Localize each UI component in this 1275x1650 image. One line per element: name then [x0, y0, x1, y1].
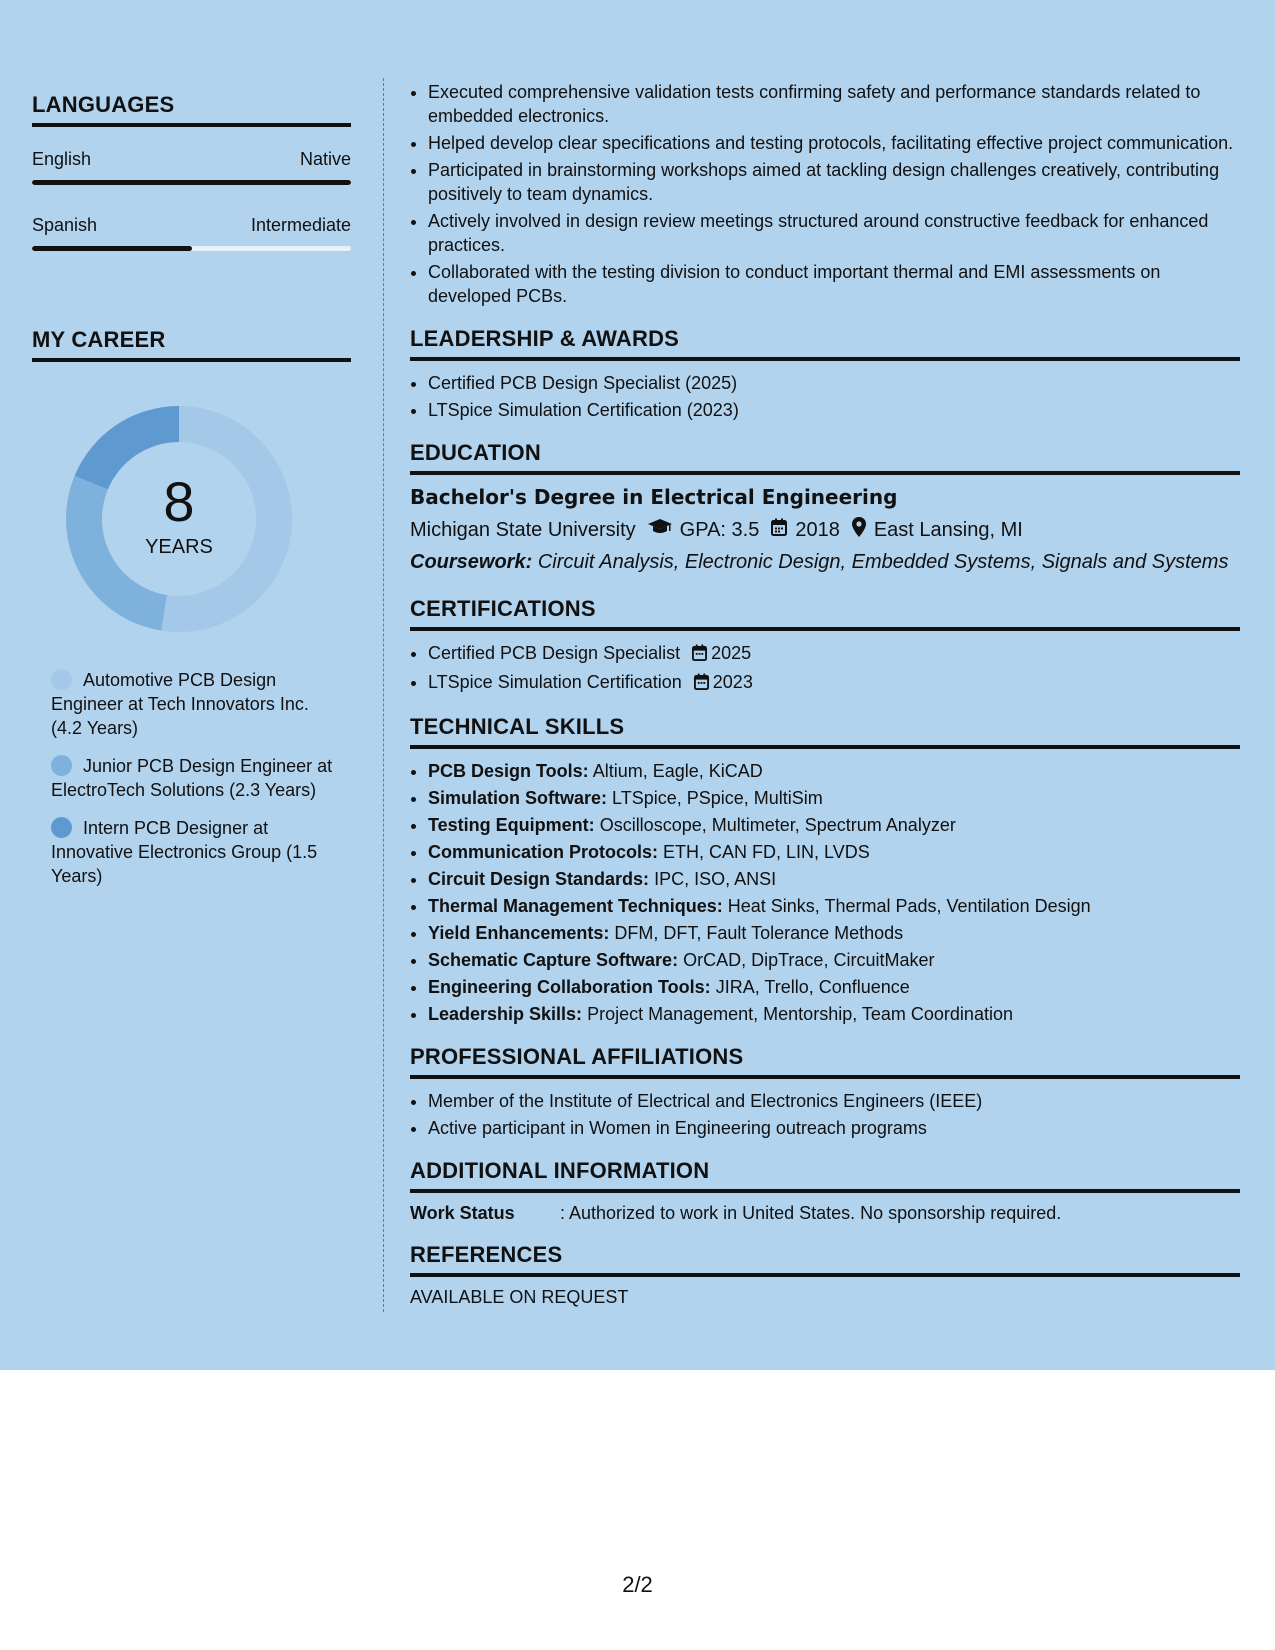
section-rule: [32, 358, 351, 362]
references-heading: REFERENCES: [410, 1242, 563, 1267]
skill-value: ETH, CAN FD, LIN, LVDS: [663, 842, 870, 862]
location-pin-icon: [852, 517, 866, 543]
certifications-section: [410, 596, 1240, 696]
languages-heading: LANGUAGES: [32, 92, 175, 117]
section-rule: [32, 123, 351, 127]
list-item: • Participated in brainstorming workshops aimed at tackling design challenges creatively, contributing positively to team dynamics.: [428, 158, 1240, 206]
skill-label: Communication Protocols:: [428, 842, 659, 862]
skill-label: PCB Design Tools:: [428, 761, 589, 781]
coursework-label: Coursework:: [410, 551, 533, 573]
skill-item: [428, 894, 1240, 918]
cert-name: LTSpice Simulation Certification: [428, 672, 682, 692]
section-rule: [410, 745, 1240, 749]
references-section: [410, 1242, 1240, 1308]
work-status-label: Work Status: [410, 1203, 515, 1223]
language-bar-fill: [32, 246, 192, 251]
certifications-heading: CERTIFICATIONS: [410, 596, 596, 621]
skill-value: Heat Sinks, Thermal Pads, Ventilation Design: [727, 896, 1091, 916]
graduation-year: 2018: [795, 518, 840, 541]
skill-item: [428, 786, 1240, 810]
graduation-cap-icon: [648, 518, 672, 542]
legend-dot-icon: [51, 669, 72, 690]
skill-item: [428, 975, 1240, 999]
list-item: • Executed comprehensive validation tests confirming safety and performance standards related to embedded electronics.: [428, 80, 1240, 128]
list-item: • Actively involved in design review meetings structured around constructive feedback for enhanced practices.: [428, 209, 1240, 257]
language-bar: [32, 246, 351, 251]
legend-label: Intern PCB Designer at Innovative Electronics Group (1.5 Years): [51, 818, 318, 886]
legend-dot-icon: [51, 817, 72, 838]
legend-item: [51, 816, 341, 888]
leadership-heading: LEADERSHIP & AWARDS: [410, 326, 680, 351]
skill-value: Altium, Eagle, KiCAD: [592, 761, 763, 781]
language-bar: [32, 180, 351, 185]
skill-value: DFM, DFT, Fault Tolerance Methods: [614, 923, 904, 943]
skill-item: [428, 759, 1240, 783]
page-number: 2/2: [622, 1572, 653, 1597]
section-rule: [410, 357, 1240, 361]
career-legend: [51, 668, 341, 888]
school-location: East Lansing, MI: [873, 518, 1023, 541]
skill-value: LTSpice, PSpice, MultiSim: [612, 788, 823, 808]
cert-year: 2025: [711, 643, 752, 663]
skill-item: [428, 921, 1240, 945]
degree-title: Bachelor's Degree in Electrical Engineering: [410, 485, 898, 509]
career-unit-label: YEARS: [145, 535, 213, 558]
skill-item: [428, 840, 1240, 864]
education-section: [410, 440, 1240, 574]
column-divider: [383, 78, 384, 1312]
leadership-section: [410, 326, 1240, 422]
calendar-icon: [771, 518, 787, 542]
left-column: [32, 92, 351, 902]
legend-dot-icon: [51, 755, 72, 776]
legend-item: [51, 754, 341, 802]
skill-label: Engineering Collaboration Tools:: [428, 977, 711, 997]
skill-value: Oscilloscope, Multimeter, Spectrum Analyzer: [599, 815, 956, 835]
skill-value: IPC, ISO, ANSI: [654, 869, 777, 889]
list-item: • LTSpice Simulation Certification (2023): [428, 398, 1240, 422]
cert-name: Certified PCB Design Specialist: [428, 643, 681, 663]
skill-label: Circuit Design Standards:: [428, 869, 650, 889]
coursework-list: Circuit Analysis, Electronic Design, Embedded Systems, Signals and Systems: [537, 551, 1229, 573]
list-item: [428, 670, 1240, 696]
section-rule: [410, 627, 1240, 631]
language-row: [32, 215, 351, 236]
legend-label: Junior PCB Design Engineer at ElectroTech Solutions (2.3 Years): [51, 756, 333, 800]
career-total-years: 8: [163, 469, 195, 533]
legend-label: Automotive PCB Design Engineer at Tech Innovators Inc. (4.2 Years): [51, 670, 309, 738]
list-item: • Collaborated with the testing division to conduct important thermal and EMI assessments on developed PCBs.: [428, 260, 1240, 308]
section-rule: [410, 1075, 1240, 1079]
skill-label: Testing Equipment:: [428, 815, 595, 835]
references-text: AVAILABLE ON REQUEST: [410, 1287, 629, 1307]
donut-center: [66, 406, 292, 632]
language-name: Spanish: [32, 215, 98, 235]
language-name: English: [32, 149, 92, 169]
career-heading: MY CAREER: [32, 327, 166, 352]
additional-section: [410, 1158, 1240, 1224]
section-rule: [410, 1273, 1240, 1277]
skill-item: [428, 867, 1240, 891]
list-item: • Active participant in Women in Engineering outreach programs: [428, 1116, 1240, 1140]
language-level: Intermediate: [250, 215, 351, 235]
skill-label: Yield Enhancements:: [428, 923, 610, 943]
cert-year: 2023: [712, 672, 753, 692]
skill-value: JIRA, Trello, Confluence: [715, 977, 910, 997]
skill-label: Thermal Management Techniques:: [428, 896, 723, 916]
experience-bullets: [410, 80, 1240, 308]
language-bar-fill: [32, 180, 351, 185]
calendar-icon: [694, 672, 709, 696]
skill-value: OrCAD, DipTrace, CircuitMaker: [683, 950, 935, 970]
skill-item: [428, 948, 1240, 972]
list-item: • Certified PCB Design Specialist (2025): [428, 371, 1240, 395]
skill-value: Project Management, Mentorship, Team Coordination: [587, 1004, 1013, 1024]
education-heading: EDUCATION: [410, 440, 541, 465]
skill-label: Simulation Software:: [428, 788, 608, 808]
additional-heading: ADDITIONAL INFORMATION: [410, 1158, 710, 1183]
work-status-value: : Authorized to work in United States. No sponsorship required.: [560, 1203, 1062, 1223]
school-line: [410, 517, 1240, 543]
skill-item: [428, 813, 1240, 837]
gpa: GPA: 3.5: [679, 518, 760, 541]
affiliations-section: [410, 1044, 1240, 1140]
list-item: • Member of the Institute of Electrical and Electronics Engineers (IEEE): [428, 1089, 1240, 1113]
language-row: [32, 149, 351, 170]
skill-label: Schematic Capture Software:: [428, 950, 679, 970]
calendar-icon: [692, 643, 707, 667]
language-level: Native: [299, 149, 351, 169]
list-item: • Helped develop clear specifications and testing protocols, facilitating effective project communication.: [428, 131, 1240, 155]
skills-heading: TECHNICAL SKILLS: [410, 714, 625, 739]
school-name: Michigan State University: [410, 518, 636, 541]
coursework-line: [410, 551, 1240, 574]
section-rule: [410, 1189, 1240, 1193]
skill-item: [428, 1002, 1240, 1026]
skill-label: Leadership Skills:: [428, 1004, 583, 1024]
career-donut-chart: [66, 406, 292, 632]
work-status-row: [410, 1203, 1240, 1224]
list-item: [428, 641, 1240, 667]
legend-item: [51, 668, 341, 740]
right-column: [410, 80, 1240, 1308]
affiliations-heading: PROFESSIONAL AFFILIATIONS: [410, 1044, 744, 1069]
skills-section: [410, 714, 1240, 1026]
section-rule: [410, 471, 1240, 475]
